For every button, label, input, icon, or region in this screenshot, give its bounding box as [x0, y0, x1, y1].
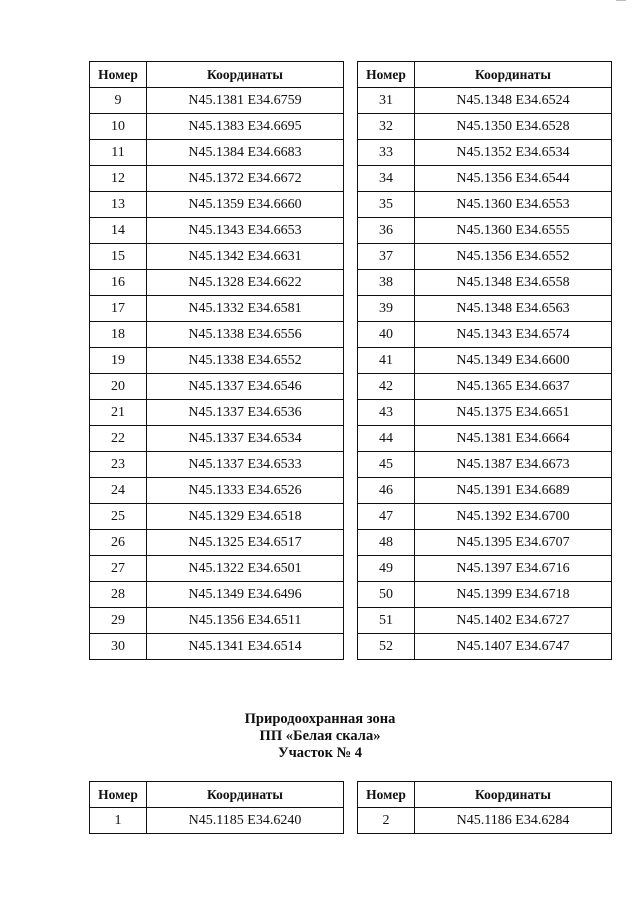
- table-row: [90, 322, 344, 348]
- table-row: [358, 478, 612, 504]
- table-row: [90, 140, 344, 166]
- point-number: 17: [90, 296, 147, 322]
- point-number: 35: [358, 192, 415, 218]
- park-name: ПП «Белая скала»: [259, 728, 381, 744]
- point-number: 10: [90, 114, 147, 140]
- table-row: [358, 504, 612, 530]
- table-row: [358, 374, 612, 400]
- plot4-table-right: [357, 781, 612, 834]
- table-row: [358, 808, 612, 834]
- point-coordinates: N45.1360 E34.6553: [415, 192, 612, 218]
- point-coordinates: N45.1384 E34.6683: [147, 140, 344, 166]
- point-coordinates: N45.1337 E34.6536: [147, 400, 344, 426]
- point-coordinates: N45.1185 E34.6240: [147, 808, 344, 834]
- point-coordinates: N45.1329 E34.6518: [147, 504, 344, 530]
- point-coordinates: N45.1359 E34.6660: [147, 192, 344, 218]
- point-coordinates: N45.1402 E34.6727: [415, 608, 612, 634]
- point-number: 14: [90, 218, 147, 244]
- table-row: [358, 218, 612, 244]
- point-number: 37: [358, 244, 415, 270]
- point-number: 28: [90, 582, 147, 608]
- table-row: [358, 634, 612, 660]
- point-number: 1: [90, 808, 147, 834]
- table-row: [90, 582, 344, 608]
- table-row: [358, 582, 612, 608]
- point-number: 21: [90, 400, 147, 426]
- table-row: [358, 88, 612, 114]
- point-number: 16: [90, 270, 147, 296]
- coordinates-table-left: [89, 61, 344, 660]
- point-number: 51: [358, 608, 415, 634]
- point-number: 29: [90, 608, 147, 634]
- point-number: 41: [358, 348, 415, 374]
- table-row: [358, 166, 612, 192]
- point-number: 13: [90, 192, 147, 218]
- header-coordinates: Координаты: [415, 782, 612, 808]
- header-coordinates: Координаты: [415, 62, 612, 88]
- point-number: 44: [358, 426, 415, 452]
- point-number: 2: [358, 808, 415, 834]
- point-number: 38: [358, 270, 415, 296]
- point-number: 9: [90, 88, 147, 114]
- header-number: Номер: [358, 782, 415, 808]
- point-number: 24: [90, 478, 147, 504]
- point-number: 25: [90, 504, 147, 530]
- point-number: 39: [358, 296, 415, 322]
- table-row: [90, 192, 344, 218]
- point-number: 43: [358, 400, 415, 426]
- point-coordinates: N45.1343 E34.6574: [415, 322, 612, 348]
- point-coordinates: N45.1356 E34.6552: [415, 244, 612, 270]
- point-number: 34: [358, 166, 415, 192]
- point-coordinates: N45.1328 E34.6622: [147, 270, 344, 296]
- point-coordinates: N45.1186 E34.6284: [415, 808, 612, 834]
- point-number: 15: [90, 244, 147, 270]
- plot-number: Участок № 4: [277, 745, 363, 761]
- point-number: 42: [358, 374, 415, 400]
- point-coordinates: N45.1337 E34.6546: [147, 374, 344, 400]
- table-row: [90, 296, 344, 322]
- point-number: 30: [90, 634, 147, 660]
- point-coordinates: N45.1375 E34.6651: [415, 400, 612, 426]
- point-coordinates: N45.1356 E34.6544: [415, 166, 612, 192]
- point-coordinates: N45.1341 E34.6514: [147, 634, 344, 660]
- table-row: [90, 504, 344, 530]
- coordinates-table-right: [357, 61, 612, 660]
- point-number: 52: [358, 634, 415, 660]
- point-number: 48: [358, 530, 415, 556]
- table-row: [90, 530, 344, 556]
- point-number: 26: [90, 530, 147, 556]
- point-number: 36: [358, 218, 415, 244]
- point-number: 20: [90, 374, 147, 400]
- point-number: 12: [90, 166, 147, 192]
- table-row: [358, 608, 612, 634]
- header-number: Номер: [90, 62, 147, 88]
- table-row: [90, 114, 344, 140]
- table-row: [358, 452, 612, 478]
- table-header-row: [90, 782, 344, 808]
- point-coordinates: N45.1337 E34.6533: [147, 452, 344, 478]
- point-number: 45: [358, 452, 415, 478]
- table-row: [90, 270, 344, 296]
- point-number: 18: [90, 322, 147, 348]
- point-number: 32: [358, 114, 415, 140]
- table-row: [358, 140, 612, 166]
- point-coordinates: N45.1387 E34.6673: [415, 452, 612, 478]
- table-row: [90, 166, 344, 192]
- point-number: 33: [358, 140, 415, 166]
- point-coordinates: N45.1348 E34.6558: [415, 270, 612, 296]
- point-coordinates: N45.1395 E34.6707: [415, 530, 612, 556]
- header-number: Номер: [90, 782, 147, 808]
- table-row: [90, 426, 344, 452]
- point-coordinates: N45.1381 E34.6759: [147, 88, 344, 114]
- point-coordinates: N45.1333 E34.6526: [147, 478, 344, 504]
- point-coordinates: N45.1407 E34.6747: [415, 634, 612, 660]
- table-row: [90, 808, 344, 834]
- table-row: [358, 556, 612, 582]
- point-coordinates: N45.1399 E34.6718: [415, 582, 612, 608]
- point-coordinates: N45.1352 E34.6534: [415, 140, 612, 166]
- point-coordinates: N45.1356 E34.6511: [147, 608, 344, 634]
- header-coordinates: Координаты: [147, 62, 344, 88]
- table-row: [358, 426, 612, 452]
- plot4-table-left: [89, 781, 344, 834]
- point-coordinates: N45.1349 E34.6496: [147, 582, 344, 608]
- point-coordinates: N45.1343 E34.6653: [147, 218, 344, 244]
- table-row: [90, 400, 344, 426]
- table-row: [90, 478, 344, 504]
- zone-title: Природоохранная зона: [244, 711, 396, 727]
- point-coordinates: N45.1325 E34.6517: [147, 530, 344, 556]
- table-header-row: [90, 62, 344, 88]
- point-coordinates: N45.1360 E34.6555: [415, 218, 612, 244]
- section-heading: [0, 711, 640, 762]
- point-coordinates: N45.1332 E34.6581: [147, 296, 344, 322]
- point-number: 46: [358, 478, 415, 504]
- point-coordinates: N45.1342 E34.6631: [147, 244, 344, 270]
- table-header-row: [358, 782, 612, 808]
- point-number: 31: [358, 88, 415, 114]
- point-number: 23: [90, 452, 147, 478]
- point-coordinates: N45.1348 E34.6524: [415, 88, 612, 114]
- page-corner-mark: [616, 0, 626, 4]
- point-coordinates: N45.1350 E34.6528: [415, 114, 612, 140]
- point-number: 22: [90, 426, 147, 452]
- table-row: [90, 556, 344, 582]
- table-row: [358, 296, 612, 322]
- table-row: [90, 634, 344, 660]
- table-row: [358, 270, 612, 296]
- table-row: [358, 348, 612, 374]
- table-row: [358, 192, 612, 218]
- point-number: 27: [90, 556, 147, 582]
- table-row: [358, 530, 612, 556]
- table-row: [358, 400, 612, 426]
- point-coordinates: N45.1365 E34.6637: [415, 374, 612, 400]
- point-number: 50: [358, 582, 415, 608]
- table-row: [90, 88, 344, 114]
- point-coordinates: N45.1338 E34.6556: [147, 322, 344, 348]
- point-number: 40: [358, 322, 415, 348]
- point-coordinates: N45.1338 E34.6552: [147, 348, 344, 374]
- point-coordinates: N45.1372 E34.6672: [147, 166, 344, 192]
- point-number: 47: [358, 504, 415, 530]
- table-row: [90, 218, 344, 244]
- point-coordinates: N45.1337 E34.6534: [147, 426, 344, 452]
- table-row: [90, 452, 344, 478]
- point-coordinates: N45.1383 E34.6695: [147, 114, 344, 140]
- table-row: [358, 322, 612, 348]
- point-number: 11: [90, 140, 147, 166]
- point-coordinates: N45.1322 E34.6501: [147, 556, 344, 582]
- table-row: [90, 374, 344, 400]
- point-coordinates: N45.1348 E34.6563: [415, 296, 612, 322]
- point-coordinates: N45.1397 E34.6716: [415, 556, 612, 582]
- table-row: [358, 114, 612, 140]
- point-coordinates: N45.1391 E34.6689: [415, 478, 612, 504]
- point-number: 19: [90, 348, 147, 374]
- table-row: [90, 244, 344, 270]
- header-number: Номер: [358, 62, 415, 88]
- table-row: [90, 608, 344, 634]
- point-coordinates: N45.1349 E34.6600: [415, 348, 612, 374]
- table-header-row: [358, 62, 612, 88]
- header-coordinates: Координаты: [147, 782, 344, 808]
- table-row: [90, 348, 344, 374]
- point-coordinates: N45.1381 E34.6664: [415, 426, 612, 452]
- table-row: [358, 244, 612, 270]
- point-coordinates: N45.1392 E34.6700: [415, 504, 612, 530]
- point-number: 49: [358, 556, 415, 582]
